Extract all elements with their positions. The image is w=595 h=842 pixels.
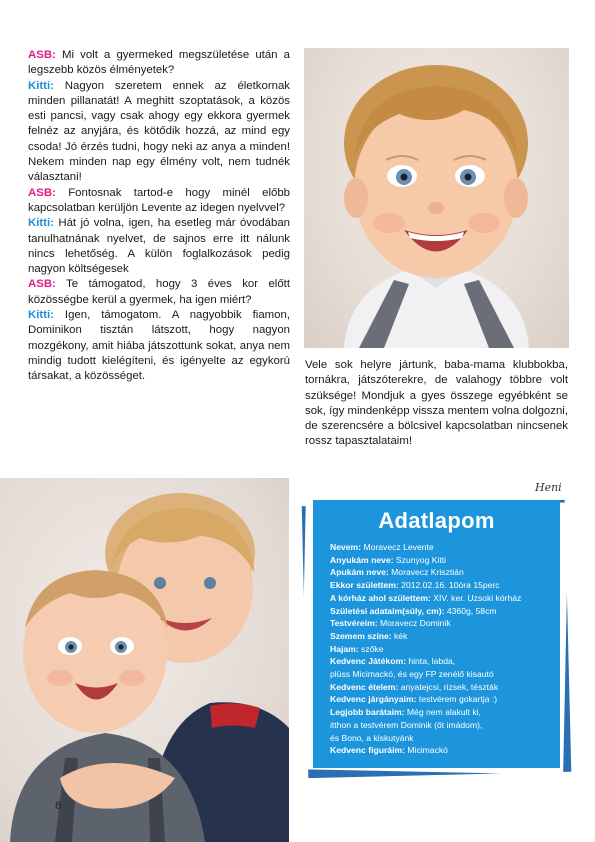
fact-label: Nevem: bbox=[330, 542, 362, 552]
fact-row bbox=[330, 579, 552, 592]
fact-label: Testvéreim: bbox=[330, 618, 378, 629]
fact-value: Moravecz Levente bbox=[361, 542, 434, 552]
toddler-photo bbox=[304, 48, 569, 348]
facts-list bbox=[330, 541, 552, 757]
fact-row bbox=[330, 643, 552, 656]
fact-label: Kedvenc Játékom: bbox=[330, 656, 406, 667]
fact-label: Apukám neve: bbox=[330, 567, 389, 578]
fact-row bbox=[330, 732, 552, 745]
card-title: Adatlapom bbox=[378, 508, 495, 533]
fact-label: Születési adataim(súly, cm): bbox=[330, 605, 445, 616]
fact-row bbox=[330, 655, 552, 668]
interview-paragraph bbox=[28, 79, 290, 186]
fact-value: Moravecz Dominik bbox=[377, 618, 451, 629]
fact-value: kék bbox=[391, 630, 408, 641]
fact-value: plüss Micimackó, és egy FP zenélő kisautó bbox=[330, 669, 494, 680]
fact-row bbox=[330, 592, 552, 605]
fact-value: 2012.02.16. 10óra 15perc bbox=[398, 580, 500, 591]
fact-value: XIV. ker. Uzsoki kórház bbox=[430, 592, 522, 603]
interview-paragraph bbox=[28, 48, 290, 79]
question-text: Mi volt a gyermeked megszületése után a legszebb közös élményetek? bbox=[28, 49, 290, 77]
fact-row bbox=[330, 693, 552, 706]
fact-row bbox=[330, 566, 552, 579]
fact-value: Szunyog Kitti bbox=[393, 554, 447, 565]
fact-row bbox=[330, 744, 552, 757]
fact-value: Micimackó bbox=[404, 745, 448, 756]
fact-value: szőke bbox=[358, 643, 384, 654]
fact-value: hinta, labda, bbox=[405, 656, 456, 667]
fact-value: anyatejcsi, rizsek, tészták bbox=[398, 681, 499, 692]
fact-label: Legjobb barátaim: bbox=[330, 707, 405, 718]
answer-text: Hát jó volna, igen, ha esetleg már óvodában tanulhatnának nyelvet, de sajnos erre itt nálunk nincs lehetőség. A külön foglalkozások pedig nagyon költségesek bbox=[28, 217, 290, 276]
speaker-kitti: Kitti: bbox=[28, 79, 54, 92]
fact-row bbox=[330, 554, 552, 567]
speaker-asb: ASB: bbox=[28, 49, 56, 61]
fact-value: és Bono, a kiskutyánk bbox=[330, 732, 414, 743]
speaker-kitti: Kitti: bbox=[28, 217, 54, 230]
fact-row bbox=[330, 605, 552, 618]
brothers-illustration bbox=[0, 478, 289, 842]
fact-value: testvérem gokartja :) bbox=[416, 694, 498, 705]
speaker-asb: ASB: bbox=[28, 278, 56, 291]
fact-label: Ekkor születtem: bbox=[330, 580, 399, 591]
fact-value: Moravecz Krisztián bbox=[388, 567, 464, 578]
answer-text: Nagyon szeretem ennek az életkornak minden pillanatát! A meghitt szoptatások, a közös esti pancsi, vagy csak ahogy egy ekkora gyermek felnéz az anyjára, és kötődik hozzá, az mind egy csoda! Jó érzés tudni, hogy neki az anya a minden! Nekem minden nap egy élmény volt, nem tudnék választani! bbox=[28, 79, 290, 184]
fact-label: Kedvenc járgányaim: bbox=[330, 694, 417, 705]
fact-label: Szemem színe: bbox=[330, 630, 392, 641]
interview-paragraph bbox=[28, 308, 290, 384]
fact-row bbox=[330, 541, 552, 554]
fact-label: Anyukám neve: bbox=[330, 554, 394, 565]
toddler-illustration bbox=[304, 48, 569, 348]
fact-row bbox=[330, 617, 552, 630]
fact-label: Kedvenc figuráim: bbox=[330, 745, 405, 756]
answer-text: Igen, támogatom. A nagyobbik fiamon, Dominikon tisztán látszott, hogy nagyon mozgékony, amit hiába játszottunk sokat, anya nem mindig tudott kielégíteni, és igényelte az egykorú társakat, a közösséget. bbox=[28, 309, 290, 383]
page-number: 6 bbox=[55, 800, 62, 812]
caption-text: Vele sok helyre jártunk, baba-mama klubbokba, tornákra, játszóterekre, de valahogy többre volt szüksége! Mondjuk a gyes összege egyébként se sok, így mindenképp vissza mentem volna dolgozni, de szerencsére a bölcsivel kapcsolatban nincsenek rossz tapasztalataim! bbox=[305, 359, 568, 448]
fact-label: A kórház ahol születtem: bbox=[330, 592, 431, 603]
interview-paragraph bbox=[28, 216, 290, 277]
speaker-kitti: Kitti: bbox=[28, 309, 54, 322]
fact-row bbox=[330, 668, 552, 681]
fact-row bbox=[330, 719, 552, 732]
interview-paragraph bbox=[28, 186, 290, 217]
fact-row bbox=[330, 706, 552, 719]
fact-label: Kedvenc ételem: bbox=[330, 681, 399, 692]
fact-row bbox=[330, 681, 552, 694]
interview-text bbox=[28, 48, 290, 385]
interview-paragraph bbox=[28, 277, 290, 308]
question-text: Te támogatod, hogy 3 éves kor előtt közösségbe kerül a gyermek, ha igen miért? bbox=[28, 278, 290, 306]
fact-value: Még nem alakult ki, bbox=[404, 707, 481, 718]
fact-row bbox=[330, 630, 552, 643]
fact-value: itthon a testvérem Dominik (őt imádom), bbox=[330, 719, 483, 730]
author-signature: Heni bbox=[535, 481, 562, 494]
question-text: Fontosnak tartod-e hogy minél előbb kapcsolatban kerüljön Levente az idegen nyelvvel? bbox=[28, 186, 290, 214]
brothers-photo bbox=[0, 478, 289, 842]
speaker-asb: ASB: bbox=[28, 186, 56, 199]
fact-label: Hajam: bbox=[330, 643, 359, 654]
fact-value: 4360g, 58cm bbox=[444, 605, 497, 616]
